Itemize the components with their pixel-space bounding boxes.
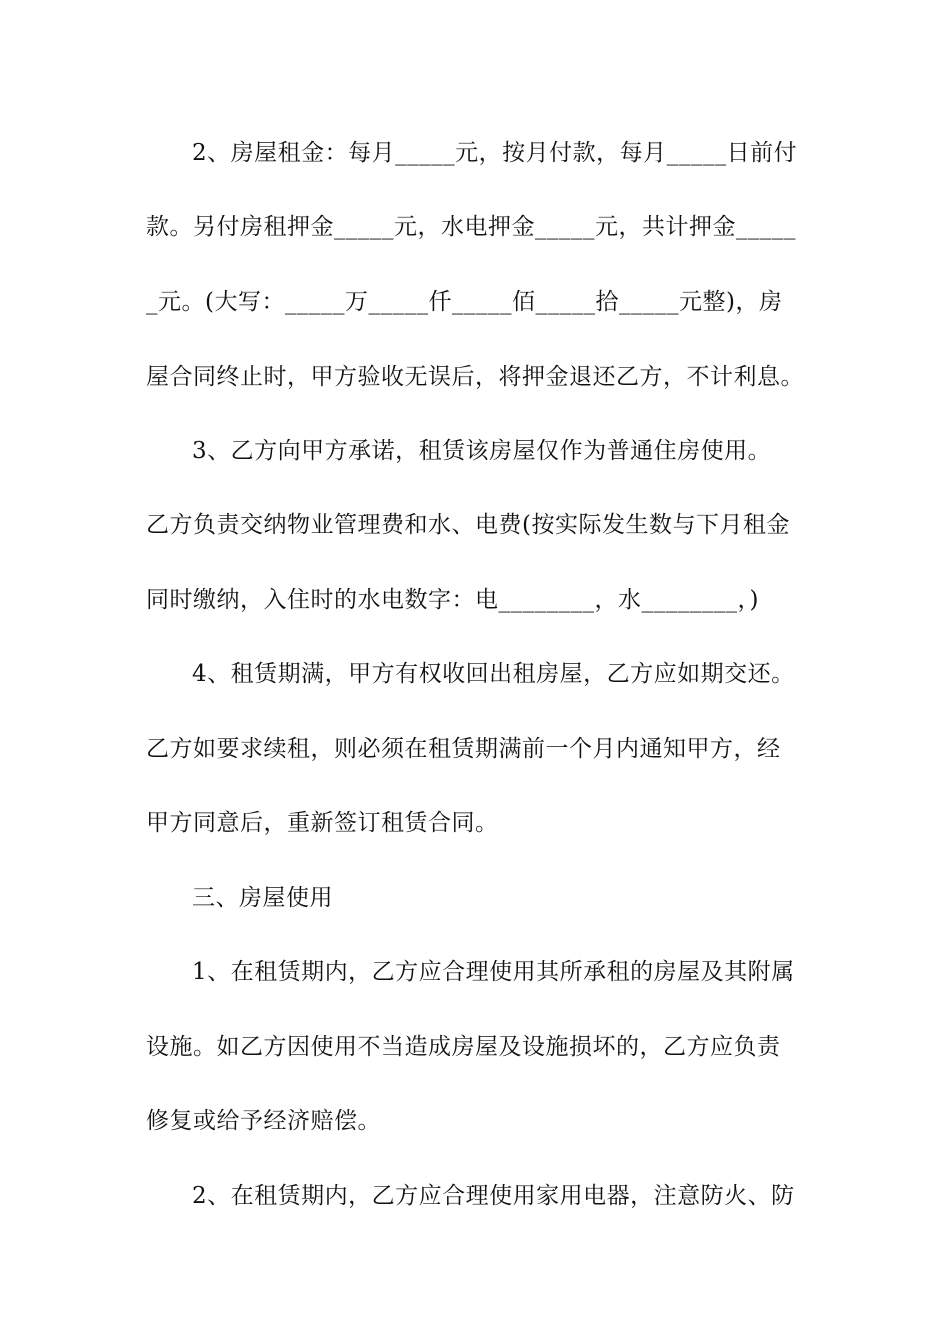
text-line: 乙方负责交纳物业管理费和水、电费(按实际发生数与下月租金 bbox=[146, 512, 790, 538]
text-line: 设施。如乙方因使用不当造成房屋及设施损坏的，乙方应负责 bbox=[146, 1034, 781, 1060]
text-line: 2、在租赁期内，乙方应合理使用家用电器，注意防火、防 bbox=[192, 1183, 795, 1209]
section-heading: 三、房屋使用 bbox=[192, 885, 333, 911]
text-line: 乙方如要求续租，则必须在租赁期满前一个月内通知甲方，经 bbox=[146, 736, 781, 762]
text-line: 2、房屋租金：每月_____元，按月付款，每月_____日前付 bbox=[192, 140, 798, 166]
text-line: 1、在租赁期内，乙方应合理使用其所承租的房屋及其附属 bbox=[192, 959, 795, 985]
text-line: 款。另付房租押金_____元，水电押金_____元，共计押金_____ bbox=[146, 214, 796, 240]
text-line: 甲方同意后，重新签订租赁合同。 bbox=[146, 810, 499, 836]
text-line: 屋合同终止时，甲方验收无误后，将押金退还乙方，不计利息。 bbox=[146, 364, 804, 390]
text-line: _元。(大写：_____万_____仟_____佰_____拾_____元整)，房 bbox=[146, 289, 783, 315]
text-line: 修复或给予经济赔偿。 bbox=[146, 1108, 381, 1134]
text-line: 3、乙方向甲方承诺，租赁该房屋仅作为普通住房使用。 bbox=[192, 438, 772, 464]
text-line: 4、租赁期满，甲方有权收回出租房屋，乙方应如期交还。 bbox=[192, 661, 795, 687]
text-line: 同时缴纳，入住时的水电数字：电________，水________，) bbox=[146, 587, 759, 613]
